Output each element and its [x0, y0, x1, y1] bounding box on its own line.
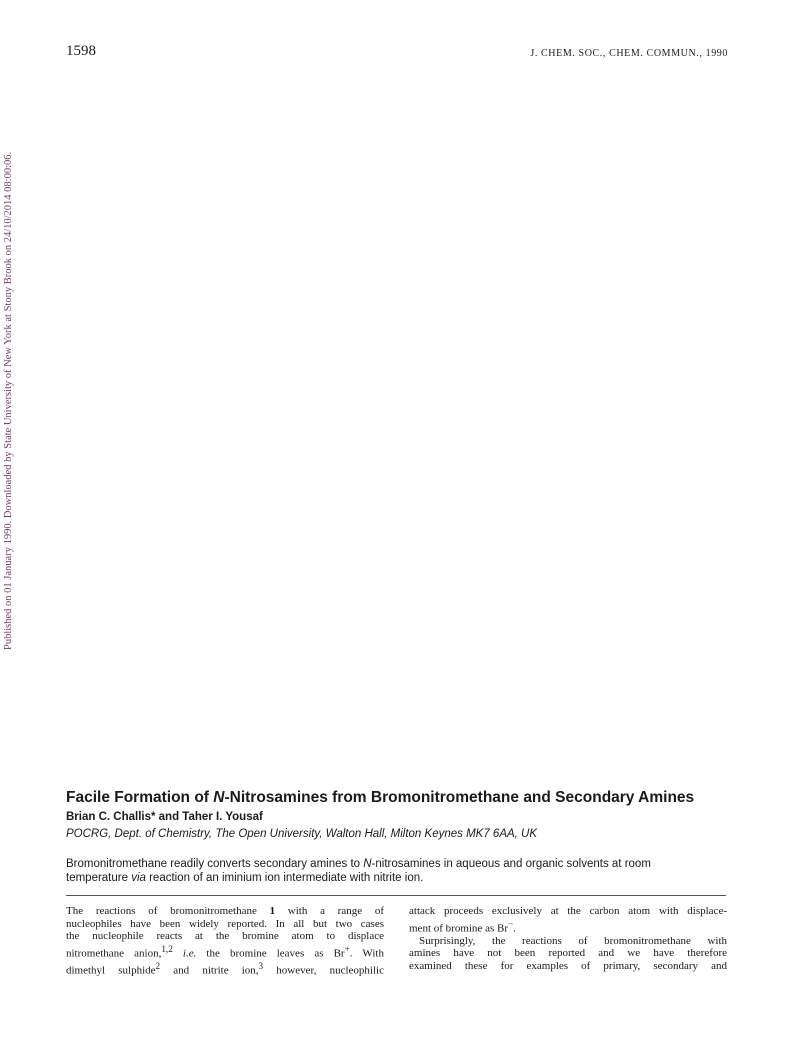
divider-rule — [66, 895, 726, 896]
body-line: nucleophiles have been widely reported. In all but two cases — [66, 917, 384, 930]
abstract-line: Bromonitromethane readily converts secondary amines to N-nitrosamines in aqueous and organic solvents at room — [66, 858, 651, 870]
body-line: examined these for examples of primary, secondary and — [409, 959, 727, 972]
body-line: Surprisingly, the reactions of bromonitromethane with — [419, 934, 727, 947]
body-line: the nucleophile reacts at the bromine atom to displace — [66, 930, 384, 942]
watermark-text: Published on 01 January 1990. Downloaded by State University of New York at Stony Brook on 24/10/2014 08:00:06. — [3, 151, 14, 650]
body-line: attack proceeds exclusively at the carbon atom with displace- — [409, 905, 727, 917]
body-column-left — [66, 905, 384, 977]
body-line: The reactions of bromonitromethane 1 with a range of — [66, 905, 384, 917]
download-watermark — [3, 150, 17, 650]
page-number: 1598 — [66, 43, 96, 59]
affiliation: POCRG, Dept. of Chemistry, The Open University, Walton Hall, Milton Keynes MK7 6AA, UK — [66, 828, 538, 840]
body-line: amines have not been reported and we have therefore — [409, 947, 727, 960]
article-title: Facile Formation of N-Nitrosamines from Bromonitromethane and Secondary Amines — [66, 789, 695, 806]
abstract — [66, 857, 736, 885]
body-line: ment of bromine as Br−. — [409, 918, 516, 935]
body-column-right — [409, 905, 727, 972]
running-head: J. CHEM. SOC., CHEM. COMMUN., 1990 — [530, 48, 728, 59]
body-line: dimethyl sulphide$^2$ and nitrite ion,$^3$ however, nucleophilic — [66, 960, 384, 977]
body-line: nitromethane anion,$^{1,2}$ i.e. the bromine leaves as Br+. With — [66, 943, 384, 960]
author-list: Brian C. Challis* and Taher I. Yousaf — [66, 811, 263, 823]
abstract-line: temperature via reaction of an iminium ion intermediate with nitrite ion. — [66, 872, 424, 884]
